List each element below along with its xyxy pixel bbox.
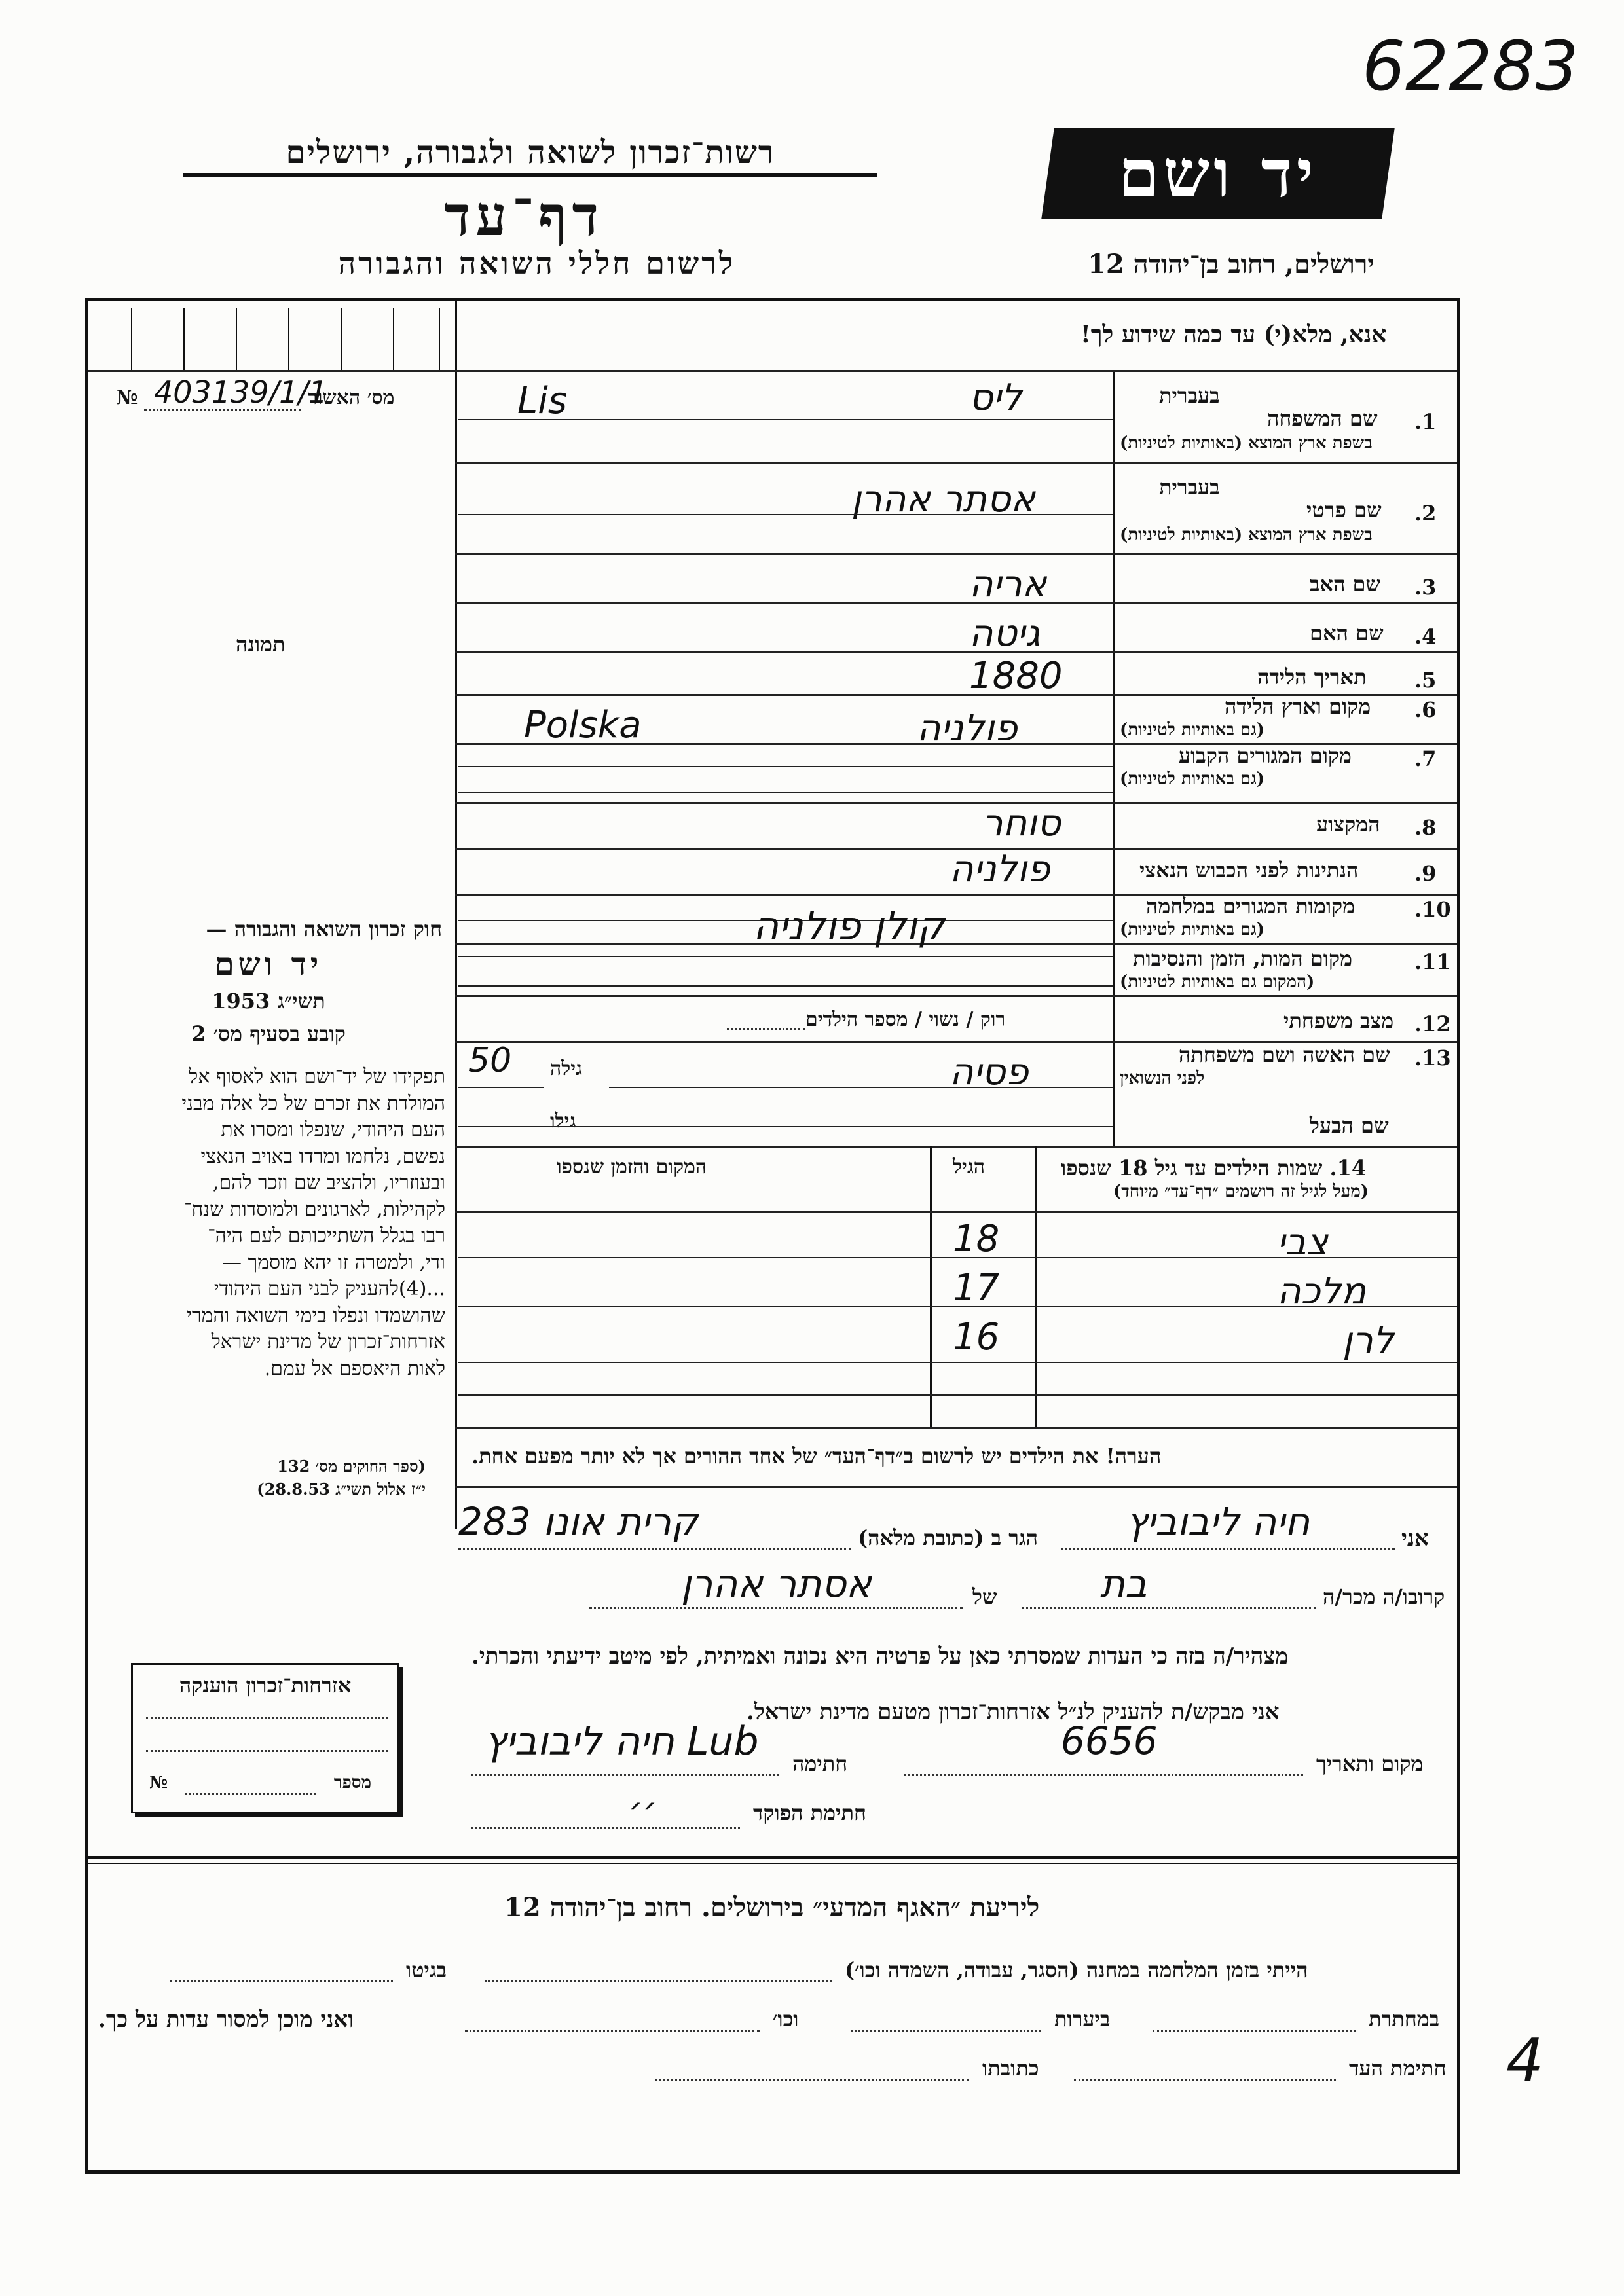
field-6-latin: Polska xyxy=(524,704,642,746)
law-clause: קובע בסעיף מס׳ 2 xyxy=(191,1021,346,1046)
law-source-2: י״ז אלול תשי״ג 28.8.53) xyxy=(257,1480,426,1499)
photo-label: תמונה xyxy=(236,632,286,657)
child-1-age: 18 xyxy=(953,1218,1000,1260)
citizenship-number-label: מספר xyxy=(333,1773,371,1793)
field-2-num: 2. xyxy=(1414,501,1437,526)
decl-signature-label: חתימה xyxy=(792,1751,848,1776)
footer-title: ליריעת ״האגף המדעי״ בירושלים. רחוב בן־יהודה 12 xyxy=(504,1892,1040,1923)
citizenship-box xyxy=(131,1663,399,1813)
margin-mark: 4 xyxy=(1506,2026,1544,2095)
field-4-label: שם האם xyxy=(1310,621,1384,646)
field-5-label: תאריך הלידה xyxy=(1257,665,1367,689)
intro-line xyxy=(455,370,1457,372)
approval-boxes xyxy=(92,308,452,370)
decl-signature: Lub חיה ליבוביץ xyxy=(485,1719,759,1764)
child-2-name: מלכה xyxy=(1277,1270,1367,1313)
children-col-age: הגיל xyxy=(953,1156,986,1178)
decl-ani: אני xyxy=(1401,1525,1429,1552)
citizenship-title: אזרחות־זכרון הוענקה xyxy=(179,1673,352,1698)
field-1-latin: Lis xyxy=(517,380,567,422)
decl-submitter: חיה ליבוביץ xyxy=(1126,1499,1310,1544)
law-title: חוק זכרון השואה והגבורה — xyxy=(206,917,442,941)
field-9-label: הנתינות לפני הכבוש הנאצי xyxy=(1139,858,1359,883)
approval-label: מס׳ האשור xyxy=(308,386,395,409)
field-8-num: 8. xyxy=(1414,815,1437,840)
field-11-num: 11. xyxy=(1414,949,1451,974)
field-13-num: 13. xyxy=(1414,1046,1451,1070)
field-7-num: 7. xyxy=(1414,746,1437,771)
field-3-num: 3. xyxy=(1414,575,1437,600)
children-col-place: המקום והזמן שנספו xyxy=(557,1156,707,1178)
child-3-age: 16 xyxy=(953,1316,1000,1358)
law-org: יד ושם xyxy=(214,946,323,983)
citizenship-prefix: № xyxy=(149,1773,168,1793)
footer-line2-a: במחתרת xyxy=(1369,2007,1440,2032)
approval-row-line xyxy=(88,370,455,372)
footer-line3-a: חתימת העד xyxy=(1349,2056,1447,2081)
footer-line2-c: וכו׳ xyxy=(773,2007,799,2032)
decl-officer-mark: ׳׳ xyxy=(629,1791,657,1830)
field-13-age-label: גילה xyxy=(550,1057,583,1080)
decl-of: של xyxy=(972,1584,997,1609)
husband-label: שם הבעל xyxy=(1310,1113,1389,1138)
field-6-label: מקום וארץ הלידה xyxy=(1225,694,1371,719)
field-9-num: 9. xyxy=(1414,861,1437,886)
form-subtitle: לרשום חללי השואה והגבורה xyxy=(338,246,736,281)
decl-place-date-label: מקום ותאריך xyxy=(1316,1751,1424,1776)
field-3-value: אריה xyxy=(969,563,1047,606)
approval-number: 403139/1/1 xyxy=(154,374,328,410)
authority-name: רשות־זכרון לשואה ולגבורה, ירושלים xyxy=(286,134,775,171)
footer-line2-b: ביערות xyxy=(1054,2007,1111,2032)
institution-address: ירושלים, רחוב בן־יהודה 12 xyxy=(1088,249,1375,280)
note-text: הערה! את הילדים יש לרשום ב״דף־העד״ של אחד ההורים אך לא יותר מפעם אחת. xyxy=(471,1444,1162,1468)
field-2-tag: בעברית xyxy=(1159,475,1220,500)
field-10-sub: (גם באותיות לטיניות) xyxy=(1120,920,1265,939)
field-5-num: 5. xyxy=(1414,668,1437,693)
field-2-hebrew: אסתר אהרן xyxy=(851,478,1035,520)
footer-line1-b: בגיטו xyxy=(406,1958,447,1982)
decl-lives-at: הגר ב (כתובת מלאה) xyxy=(858,1525,1038,1550)
field-13-age: 50 xyxy=(468,1041,512,1080)
husband-age-label: גילו xyxy=(550,1110,576,1133)
footer-line3-b: כתובתו xyxy=(982,2056,1039,2081)
children-sub: (מעל לגיל זה רושמים ״דף־עד״ מיוחד) xyxy=(1113,1182,1369,1201)
field-3-label: שם האב xyxy=(1310,572,1381,596)
decl-statement: מצהיר/ה בזה כי העדות שמסרתי כאן על פרטיה היא נכונה ואמיתית, לפי מיטב ידיעתי והכרתי. xyxy=(471,1643,1289,1669)
field-6-num: 6. xyxy=(1414,697,1437,722)
field-13-value: פסיה xyxy=(950,1051,1029,1093)
archive-number: 62283 xyxy=(1362,26,1579,106)
footer-line1-a: הייתי בזמן המלחמה במחנה (הסגר, עבודה, השמדה וכו׳) xyxy=(845,1958,1308,1982)
field-5-value: 1880 xyxy=(969,655,1063,697)
field-1-hebrew: ליס xyxy=(969,376,1022,419)
decl-relation-label: קרובו/ה מכר/ה xyxy=(1323,1584,1445,1609)
authority-underline xyxy=(183,173,877,177)
children-label: 14. שמות הילדים עד גיל 18 שנספו xyxy=(1061,1156,1367,1180)
field-10-label: מקומות המגורים במלחמה xyxy=(1146,894,1356,919)
child-1-name: צבי xyxy=(1277,1221,1329,1264)
law-source-1: (ספר החוקים מס׳ 132 xyxy=(277,1457,426,1476)
field-2-sub: בשפת ארץ המוצא (באותיות לטיניות) xyxy=(1120,525,1373,545)
field-6-value: פולניה xyxy=(917,707,1018,750)
field-2-label: שם פרטי xyxy=(1306,498,1382,522)
form-title: דף־עד xyxy=(443,183,604,248)
law-year: תשי״ג 1953 xyxy=(212,989,325,1013)
field-13-sub: לפני הנשואין xyxy=(1120,1068,1205,1088)
field-4-value: גיטה xyxy=(969,612,1041,655)
field-1-label: שם המשפחה xyxy=(1267,406,1378,431)
field-10-num: 10. xyxy=(1414,897,1451,922)
approval-dots xyxy=(144,409,301,411)
decl-place-date: 6656 xyxy=(1061,1719,1158,1763)
field-4-num: 4. xyxy=(1414,624,1437,649)
footer-line2-d: ואני מוכן למסור עדות על כך. xyxy=(98,2007,354,2033)
logo-text: יד ושם xyxy=(1118,135,1318,212)
child-2-age: 17 xyxy=(953,1267,1000,1309)
field-12-options: רוק / נשוי / מספר הילדים xyxy=(805,1008,1006,1031)
decl-address: קרית אונו 283 xyxy=(458,1499,699,1544)
field-13-label: שם האשה ושם משפחתה xyxy=(1179,1042,1390,1067)
decl-request: אני מבקש/ת להעניק לנ״ל אזרחות־זכרון מטעם מדינת ישראל. xyxy=(747,1699,1280,1725)
child-3-name: לרן xyxy=(1342,1319,1394,1362)
field-12-label: מצב משפחתי xyxy=(1283,1008,1394,1033)
law-body: תפקידו של יד־ושם הוא לאסוף אל המולדת את זכרם של כל אלה מבני העם היהודי, שנפלו ומסרו את נפשם, נלחמו ומרדו באויב הנאצי ובעוזריו, ולהציב שם וזכר להם, לקהילות, לארגונים ולמוסדות שנח־ רבו בגלל השתייכותם לעם היה־ ודי, ולמטרה זו יהא מוסמך — ...(4)להעניק לבני העם היהודי שהושמדו ונפלו בימי השואה והמרי אזרחות־זכרון של מדינת ישראל לאות היאספם אל עמם. xyxy=(181,1065,445,1380)
field-8-label: המקצוע xyxy=(1316,812,1380,837)
left-column-divider xyxy=(455,301,457,1529)
field-1-sub: בשפת ארץ המוצא (באותיות לטיניות) xyxy=(1120,433,1373,453)
label-column-divider xyxy=(1113,370,1115,1146)
field-9-value: פולניה xyxy=(950,848,1050,890)
field-11-sub: (המקום גם באותיות לטיניות) xyxy=(1120,972,1315,992)
yad-vashem-logo xyxy=(1041,128,1395,219)
decl-relation: בת xyxy=(1100,1561,1147,1606)
decl-officer-label: חתימת הפוקד xyxy=(753,1800,866,1825)
field-8-value: סוחר xyxy=(982,802,1061,845)
field-1-num: 1. xyxy=(1414,409,1437,434)
field-1-tag: בעברית xyxy=(1159,383,1220,408)
approval-prefix: № xyxy=(117,386,138,409)
field-6-sub: (גם באותיות לטיניות) xyxy=(1120,720,1265,740)
field-12-num: 12. xyxy=(1414,1011,1451,1036)
intro-text: אנא, מלא(י) עד כמה שידוע לך! xyxy=(1080,321,1387,348)
decl-of-name: אסתר אהרן xyxy=(681,1561,872,1606)
field-11-label: מקום המות, הזמן והנסיבות xyxy=(1133,946,1353,971)
field-7-sub: (גם באותיות לטיניות) xyxy=(1120,769,1265,789)
field-11-value: קולן פולניה xyxy=(753,903,945,949)
footer-separator xyxy=(88,1856,1457,1859)
field-7-label: מקום המגורים הקבוע xyxy=(1179,743,1352,768)
